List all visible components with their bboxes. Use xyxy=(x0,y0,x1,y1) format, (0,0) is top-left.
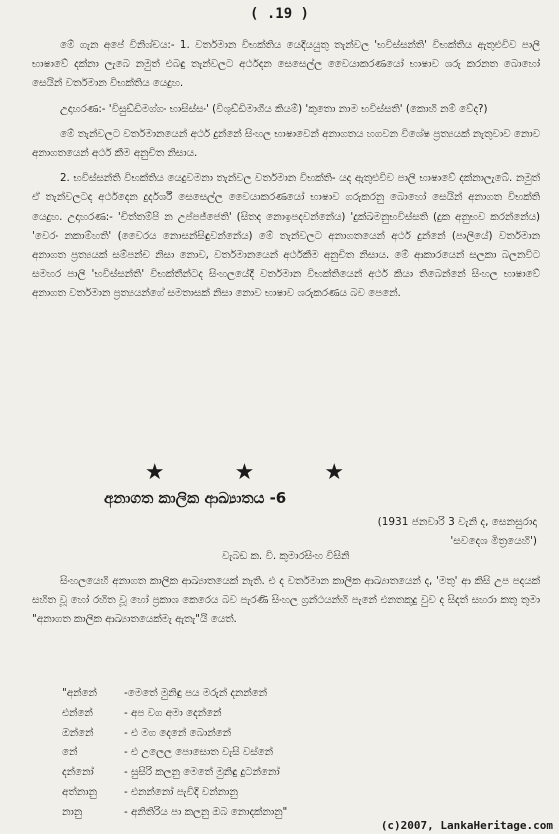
verse-line xyxy=(62,704,522,724)
verse-line-text: - එනන්නෝ පැවිදි වන්නානු xyxy=(124,785,238,798)
verse-line-lead: දන්නෝ xyxy=(62,766,94,779)
verse-line xyxy=(62,783,522,803)
verse-line-text: - අප වග අමා දෙන්නේ xyxy=(124,706,222,719)
article-paragraph: සිංහලයෙහි අනාගත කාලික ආඛ්‍යාතයෙක් නැති. එ ද වර්තමාන කාලික ආඛ්‍යාතයෙන් ද, 'මතු' ආ කිසි උප පදයක් සහිත වූ හෝ රහිත වූ හෝ ප්‍රකාශ කෙරෙය බව පැරණි සිංහල ග්‍රන්ථයන්හි පැනේ එනතකුදු වුව ද සිදත් සහරා කතු තුමා "අනාගත කාලික ආඛ්‍යාතයෙක්මැ ඇතැ"යි යෙත්. xyxy=(32,575,540,626)
publication-info xyxy=(378,513,537,551)
author-line: වැබඩ ක. වි. කුමාරසිංහ විසිනි xyxy=(222,550,350,562)
verse-line xyxy=(62,763,522,783)
verse-line xyxy=(62,743,522,763)
verse-line-text: - එ මග දෙනේ බොන්නේ xyxy=(124,726,231,739)
verse-line-lead: "අන්නේ xyxy=(62,687,97,699)
paragraph-explanation: මේ තැන්වලට වර්තමානයෙන් අර්ථ දුන්නේ සිංහල භාෂාවෙන් අනාගතය හගවන විශේෂ ප්‍රත්‍යයක් නැතුවාව නොව අනාගතයෙන් අර්ථ කීම අනුචිත නිසාය. xyxy=(32,127,540,160)
paragraph-verdict: මේ ගැන අපේ විනිශ්චය:- 1. වර්තමාන විභක්තිය යෙදියයුතු තැන්වල 'භවිස්සන්ති' විභක්තිය ඇතුළුවිව පාලි භාෂාවේ දක්නා ලැබෙ නමුත් එබඳු තැන්වලට අර්ථදන සෙසෙල්ල වෛයාකරණයෝ භාෂාව ශරු කරනත බොහෝ සෙයින් වර්තමාන විභක්තිය යෙදුහ. xyxy=(32,39,540,90)
verse-line-lead: නේ xyxy=(62,746,78,759)
paragraph-example-1: උදාහරණ:- 'විසුඩ්ඩිමග්ගං භාසිස්සං' (විශුඩ්ඩිමාගීය කියම්) 'කුතො නාම භවිස්සති' (කොහි නම් වේද?) xyxy=(60,102,488,115)
star-divider: ★★★ xyxy=(144,460,415,485)
verse-line-text: -මෙතේ මුනිඳු පය මරුන් දනන්නේ xyxy=(124,687,268,699)
verse-line-lead: අත්නානු xyxy=(62,785,97,798)
copyright-footer: (c)2007, LankaHeritage.com xyxy=(380,819,553,832)
verse-line xyxy=(62,724,522,744)
paragraph-point-2: 2. භවිස්සන්ති විභක්තිය යෙදුවමනා තැන්වල වර්තමාන විභක්ති- යද ඇතුළුවිව පාලි භාෂාවේ දක්නාලැබේ. නමුත් ඒ තැන්වලටද අර්ථදෙන දුර්දර්ශී සෙසෙල්ල වෛයාකරණයෝ භාෂාව ගරුකරනු බොහෝ සෙයින් අනාගත විභක්ති යෙදුහ. උදාහරණ:- 'චිත්තම්පි න උප්පජ්ජෙති' (සිතද නොඉපදවන්නේය) 'දුක්ඛමනුභවිස්සති (දුක අනුභව කරන්නේය) 'වෙරං නකාම්හති' (වෛරය නොසන්සිඳුවන්නේය) මේ තැන්වලට අනාගතයෙන් අර්ථ දුන්නේ (පාලියේ) වර්තමාන අනාගත ප්‍රත්‍යයක් සම්පන්ච නිසා නොව, වර්තමානයෙන් අර්ථකීම අනුචිත නිසාය. මේ ආකාරයෙන් සලකා බලනවිට සමහර පාලි 'භවිස්සන්ති' විභක්තීන්ටද සිංහලයේදී වර්තමාන විභක්තියෙන් අර්ථ කියා තිබෙන්නේ සිංහල භාෂාවේ අනාගත වර්තමාන ප්‍රත්‍යයන්ගේ සමතාසක් නිසා නොව භාෂාව ශරුකරණය බව පෙනේ. xyxy=(32,172,540,300)
article-title: අනාගත කාලික ආඛ්‍යාතය -6 xyxy=(104,489,287,507)
verse-line-lead: ඔන්නේ xyxy=(62,726,94,739)
verse-line-text: - සුසිරි කලනු මෙතේ මුනිඳු දුටන්නෝ xyxy=(124,766,280,779)
main-body xyxy=(32,36,540,310)
verse-block xyxy=(62,684,522,823)
source-line: 'සවදෙශ මිත්‍රයෙහි') xyxy=(450,535,537,547)
date-line: (1931 ජනවාරි 3 වැනි ද, සෙනසුරාදා xyxy=(377,516,537,528)
verse-line xyxy=(62,684,522,704)
verse-line-lead: එන්නේ xyxy=(62,706,93,719)
page-number: ( .19 ) xyxy=(249,6,309,22)
article-body xyxy=(32,572,540,630)
verse-line-lead: නානු xyxy=(62,805,83,818)
verse-line-text: - එ උලෙල පොසොත වැසි වස්නේ xyxy=(124,746,274,759)
verse-line-text: - අනිතිරිය පා කලනු ඔබ නොදක්නානු" xyxy=(124,805,288,818)
